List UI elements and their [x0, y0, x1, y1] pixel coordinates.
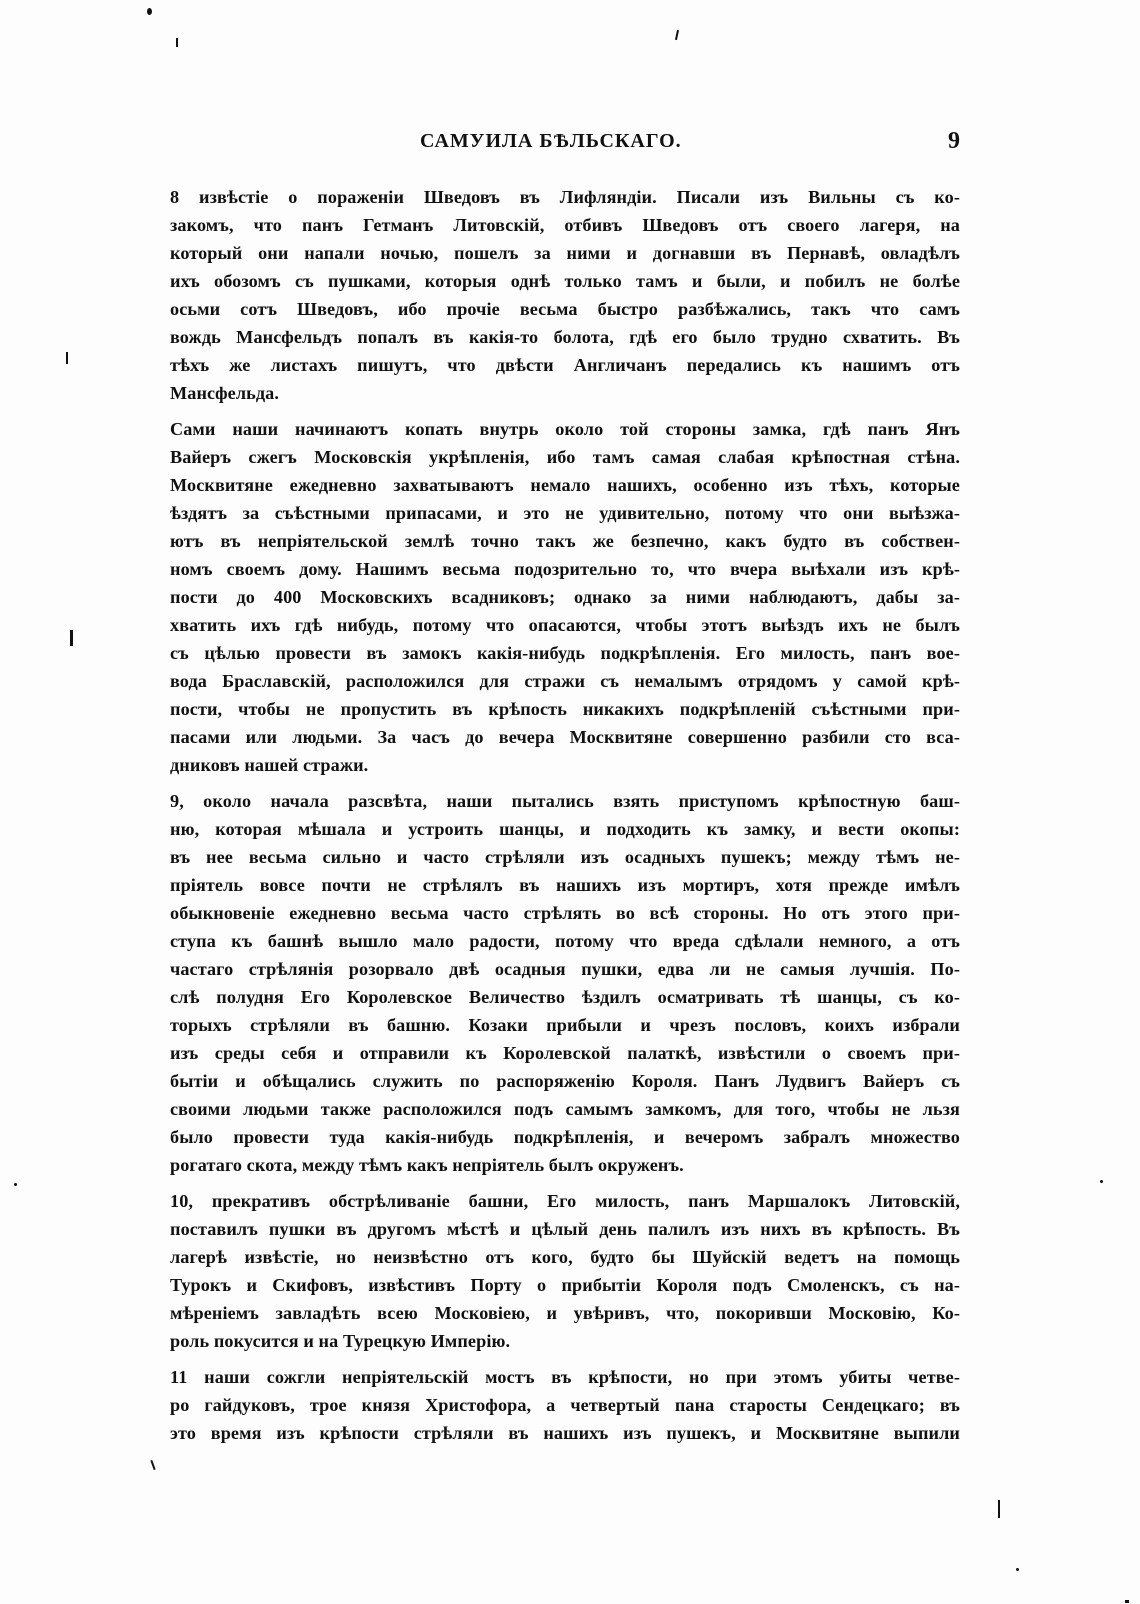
ink-speck — [1125, 1600, 1129, 1603]
text-line: поставилъ пушки въ другомъ мѣстѣ и цѣлый день палилъ изъ нихъ въ крѣпость. Въ — [170, 1219, 960, 1239]
text-line: ихъ обозомъ съ пушками, которыя однѣ только тамъ и были, и побилъ не болѣе — [170, 271, 960, 291]
ink-speck — [14, 1183, 17, 1186]
text-line: обыкновеніе ежедневно весьма часто стрѣлять во всѣ стороны. Но отъ этого при- — [170, 903, 960, 923]
running-head — [170, 130, 960, 160]
text-line: закомъ, что панъ Гетманъ Литовскій, отбивъ Шведовъ отъ своего лагеря, на — [170, 215, 960, 235]
text-line: рогатаго скота, между тѣмъ какъ непріятель былъ окруженъ. — [170, 1155, 684, 1175]
paragraph-5 — [170, 1363, 960, 1447]
text-line: ро гайдуковъ, трое князя Христофора, а четвертый пана старосты Сендецкаго; въ — [170, 1395, 960, 1415]
ink-speck — [1100, 1180, 1103, 1183]
text-line: Вайеръ сжегъ Московскія укрѣпленія, ибо тамъ самая слабая крѣпостная стѣна. — [170, 447, 960, 467]
text-line: лагерѣ извѣстіе, но неизвѣстно отъ кого, будто бы Шуйскій ведетъ на помощь — [170, 1247, 960, 1267]
text-line: Турокъ и Скифовъ, извѣстивъ Порту о прибытіи Короля подъ Смоленскъ, съ на- — [170, 1275, 960, 1295]
text-line: вода Браславскій, расположился для стражи съ немалымъ отрядомъ у самой крѣ- — [170, 671, 960, 691]
text-line: торыхъ стрѣляли въ башню. Козаки прибыли и чрезъ пословъ, коихъ избрали — [170, 1015, 960, 1035]
text-line: который они напали ночью, пошелъ за ними и догнавши въ Пернавѣ, овладѣлъ — [170, 243, 960, 263]
text-line: хватить ихъ гдѣ нибудь, потому что опасаются, чтобы этотъ выѣздъ ихъ не былъ — [170, 615, 960, 635]
text-line: ѣздятъ за съѣстными припасами, и это не удивительно, потому что они выѣзжа- — [170, 503, 960, 523]
text-line: 8 извѣстіе о пораженіи Шведовъ въ Лифляндіи. Писали изъ Вильны съ ко- — [170, 187, 960, 207]
text-line: это время изъ крѣпости стрѣляли въ нашихъ изъ пушекъ, и Москвитяне выпили — [170, 1423, 960, 1443]
text-line: 10, прекративъ обстрѣливаніе башни, Его милость, панъ Маршалокъ Литовскій, — [170, 1191, 960, 1211]
text-line: дниковъ нашей стражи. — [170, 755, 369, 775]
text-line: ню, которая мѣшала и устроить шанцы, и подходить къ замку, и вести окопы: — [170, 819, 960, 839]
text-line: въ нее весьма сильно и часто стрѣляли изъ осадныхъ пушекъ; между тѣмъ не- — [170, 847, 960, 867]
text-line: бытіи и обѣщались служить по распоряженію Короля. Панъ Лудвигъ Вайеръ съ — [170, 1071, 960, 1091]
text-line: номъ своемъ дому. Нашимъ весьма подозрительно то, что вчера выѣхали изъ крѣ- — [170, 559, 960, 579]
text-line: слѣ полудня Его Королевское Величество ѣздилъ осматривать тѣ шанцы, съ ко- — [170, 987, 960, 1007]
text-line: пріятель вовсе почти не стрѣлялъ въ нашихъ изъ мортиръ, хотя прежде имѣлъ — [170, 875, 960, 895]
text-line: ютъ въ непріятельской землѣ точно такъ же безпечно, какъ будто въ собствен- — [170, 531, 960, 551]
text-line: съ цѣлью провести въ замокъ какія-нибудь подкрѣпленія. Его милость, панъ вое- — [170, 643, 960, 663]
text-line: мѣреніемъ завладѣть всею Московіею, и увѣривъ, что, покоривши Московію, Ко- — [170, 1303, 960, 1323]
text-line: тѣхъ же листахъ пишутъ, что двѣсти Англичанъ передались къ нашимъ отъ — [170, 355, 960, 375]
text-line: своими людьми также расположился подъ самымъ замкомъ, для того, чтобы не льзя — [170, 1099, 960, 1119]
text-line: было провести туда какія-нибудь подкрѣпленія, и вечеромъ забралъ множество — [170, 1127, 960, 1147]
text-line: роль покусится и на Турецкую Имперію. — [170, 1331, 511, 1351]
text-line: ступа къ башнѣ вышло мало радости, потому что вреда сдѣлали немного, а отъ — [170, 931, 960, 951]
ink-speck — [150, 1460, 155, 1470]
ink-speck — [1016, 1568, 1019, 1571]
text-line: осьми сотъ Шведовъ, ибо прочіе весьма быстро разбѣжались, такъ что самъ — [170, 299, 960, 319]
ink-speck — [998, 1500, 1000, 1518]
paragraph-3 — [170, 787, 960, 1179]
text-line: частаго стрѣлянія розорвало двѣ осадныя пушки, едва ли не самыя лучшія. По- — [170, 959, 960, 979]
text-line: Москвитяне ежедневно захватываютъ немало нашихъ, особенно изъ тѣхъ, которые — [170, 475, 960, 495]
running-title: САМУИЛА БѢЛЬСКАГО. — [420, 130, 682, 152]
text-line: пости, чтобы не пропустить въ крѣпость никакихъ подкрѣпленій съѣстными при- — [170, 699, 960, 719]
text-line: пости до 400 Московскихъ всадниковъ; однако за ними наблюдаютъ, дабы за- — [170, 587, 960, 607]
text-line: вождь Мансфельдъ попалъ въ какія-то болота, гдѣ его было трудно схватить. Въ — [170, 327, 960, 347]
ink-speck — [66, 352, 68, 364]
paragraph-2 — [170, 415, 960, 779]
ink-speck — [675, 30, 679, 40]
page-number: 9 — [948, 128, 960, 154]
text-line: 9, около начала разсвѣта, наши пытались взять приступомъ крѣпостную баш- — [170, 791, 960, 811]
text-line: 11 наши сожгли непріятельскій мостъ въ крѣпости, но при этомъ убиты четве- — [170, 1367, 960, 1387]
text-line: Сами наши начинаютъ копать внутрь около той стороны замка, гдѣ панъ Янъ — [170, 419, 960, 439]
body-text — [170, 183, 960, 1455]
ink-speck — [70, 630, 73, 646]
paragraph-1 — [170, 183, 960, 407]
text-line: изъ среды себя и отправили къ Королевской палаткѣ, извѣстили о своемъ при- — [170, 1043, 960, 1063]
text-line: Мансфельда. — [170, 383, 279, 403]
ink-speck — [147, 8, 152, 15]
text-line: пасами или людьми. За часъ до вечера Москвитяне совершенно разбили сто вса- — [170, 727, 960, 747]
paragraph-4 — [170, 1187, 960, 1355]
ink-speck — [176, 38, 178, 47]
